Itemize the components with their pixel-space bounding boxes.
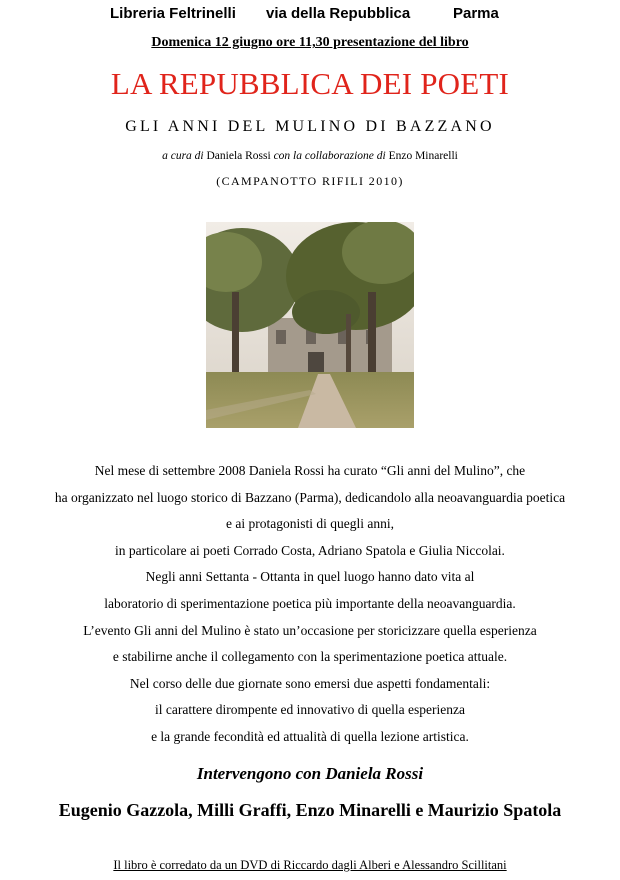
- description-line: e la grande fecondità ed attualità di quella lezione artistica.: [151, 728, 469, 744]
- venue-city: Parma: [453, 5, 499, 22]
- event-date-line: Domenica 12 giugno ore 11,30 presentazione del libro: [151, 35, 469, 50]
- description-line: laboratorio di sperimentazione poetica più importante della neoavanguardia.: [104, 595, 516, 611]
- speakers-intro: Intervengono con Daniela Rossi: [196, 764, 424, 783]
- venue-store-name: Libreria Feltrinelli: [110, 5, 236, 22]
- description-line: ha organizzato nel luogo storico di Bazzano (Parma), dedicandolo alla neoavanguardia poetica: [54, 489, 566, 505]
- description-line: il carattere dirompente ed innovativo di quella esperienza: [155, 702, 465, 718]
- venue-street: via della Repubblica: [266, 5, 411, 22]
- mill-photo: [206, 222, 414, 428]
- collaboration-label: con la collaborazione di: [273, 150, 386, 162]
- dvd-note: Il libro è corredato da un DVD di Riccardo dagli Alberi e Alessandro Scillitani: [113, 858, 507, 872]
- book-credits: [0, 150, 620, 162]
- description-line: Nel mese di settembre 2008 Daniela Rossi ha curato “Gli anni del Mulino”, che: [94, 463, 526, 478]
- description-line: e stabilirne anche il collegamento con la sperimentazione poetica attuale.: [112, 649, 508, 665]
- mill-photo-image: [206, 222, 414, 428]
- book-title: LA REPUBBLICA DEI POETI: [110, 66, 510, 101]
- edited-by-label: a cura di: [162, 150, 204, 162]
- description-line: in particolare ai poeti Corrado Costa, Adriano Spatola e Giulia Niccolai.: [115, 542, 505, 558]
- speakers-list: Eugenio Gazzola, Milli Graffi, Enzo Minarelli e Maurizio Spatola: [58, 800, 562, 820]
- editor-name: Daniela Rossi: [206, 150, 271, 162]
- book-subtitle: GLI ANNI DEL MULINO DI BAZZANO: [125, 118, 495, 135]
- description-line: Nel corso delle due giornate sono emersi due aspetti fondamentali:: [129, 675, 491, 691]
- description-line: e ai protagonisti di quegli anni,: [226, 516, 394, 532]
- description-line: L’evento Gli anni del Mulino è stato un’occasione per storicizzare quella esperienza: [83, 622, 537, 638]
- publisher-line: (CAMPANOTTO RIFILI 2010): [216, 174, 404, 188]
- description-line: Negli anni Settanta - Ottanta in quel luogo hanno dato vita al: [145, 569, 475, 585]
- event-description: [0, 458, 620, 751]
- collaborator-name: Enzo Minarelli: [388, 150, 458, 162]
